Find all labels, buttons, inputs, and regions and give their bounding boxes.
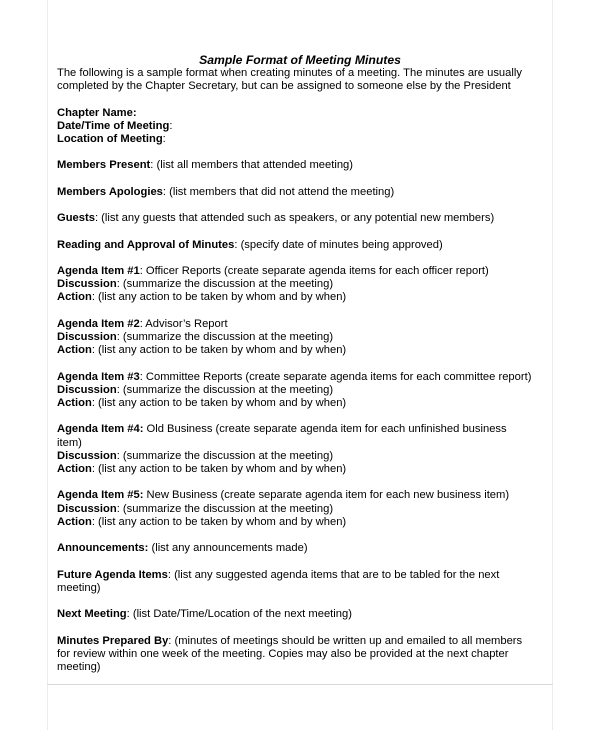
agenda-item-2: Agenda Item #2: Advisor’s Report <box>57 317 228 330</box>
agenda-item-2-discussion: Discussion: (summarize the discussion at the meeting) <box>57 330 334 343</box>
members-present-section: Members Present: (list all members that attended meeting) <box>57 159 353 172</box>
agenda-item-4-discussion: Discussion: (summarize the discussion at the meeting) <box>57 449 334 462</box>
location-field: Location of Meeting: <box>57 133 166 145</box>
document-title: Sample Format of Meeting Minutes <box>199 53 401 67</box>
members-apologies-section: Members Apologies: (list members that did not attend the meeting) <box>57 185 395 198</box>
next-meeting-section: Next Meeting: (list Date/Time/Location of the next meeting) <box>57 608 352 621</box>
agenda-item-3: Agenda Item #3: Committee Reports (create separate agenda items for each committee report) <box>57 370 532 383</box>
prepared-by-section: Minutes Prepared By: (minutes of meetings should be written up and emailed to all members <box>57 634 523 647</box>
future-agenda-section: Future Agenda Items: (list any suggested agenda items that are to be tabled for the next <box>57 568 500 581</box>
intro-line-1: The following is a sample format when creating minutes of a meeting. The minutes are usually <box>57 67 522 79</box>
agenda-item-5-action: Action: (list any action to be taken by whom and by when) <box>57 515 347 528</box>
agenda-item-4-action: Action: (list any action to be taken by whom and by when) <box>57 462 347 475</box>
agenda-item-5-discussion: Discussion: (summarize the discussion at the meeting) <box>57 502 334 515</box>
prepared-by-continued-2: meeting) <box>57 660 101 673</box>
prepared-by-continued-1: for review within one week of the meeting. Copies may also be provided at the next chapter <box>57 647 509 660</box>
agenda-item-1-discussion: Discussion: (summarize the discussion at the meeting) <box>57 278 334 291</box>
announcements-section: Announcements: (list any announcements made) <box>57 542 308 555</box>
agenda-item-1: Agenda Item #1: Officer Reports (create separate agenda items for each officer report) <box>57 264 489 277</box>
agenda-item-5: Agenda Item #5: New Business (create separate agenda item for each new business item) <box>57 489 510 502</box>
page-divider <box>47 684 553 685</box>
agenda-item-1-action: Action: (list any action to be taken by whom and by when) <box>57 291 347 304</box>
intro-line-2: completed by the Chapter Secretary, but can be assigned to someone else by the President <box>57 80 511 93</box>
chapter-name-field: Chapter Name: <box>57 106 137 119</box>
reading-approval-section: Reading and Approval of Minutes: (specify date of minutes being approved) <box>57 238 443 251</box>
guests-section: Guests: (list any guests that attended such as speakers, or any potential new members) <box>57 212 495 225</box>
date-time-field: Date/Time of Meeting: <box>57 119 173 132</box>
agenda-item-4: Agenda Item #4: Old Business (create separate agenda item for each unfinished business <box>57 423 507 436</box>
future-agenda-continued: meeting) <box>57 581 101 594</box>
agenda-item-4-continued: item) <box>57 436 82 449</box>
agenda-item-2-action: Action: (list any action to be taken by whom and by when) <box>57 344 347 357</box>
agenda-item-3-action: Action: (list any action to be taken by whom and by when) <box>57 396 347 409</box>
document-body <box>57 53 547 674</box>
agenda-item-3-discussion: Discussion: (summarize the discussion at the meeting) <box>57 383 334 396</box>
